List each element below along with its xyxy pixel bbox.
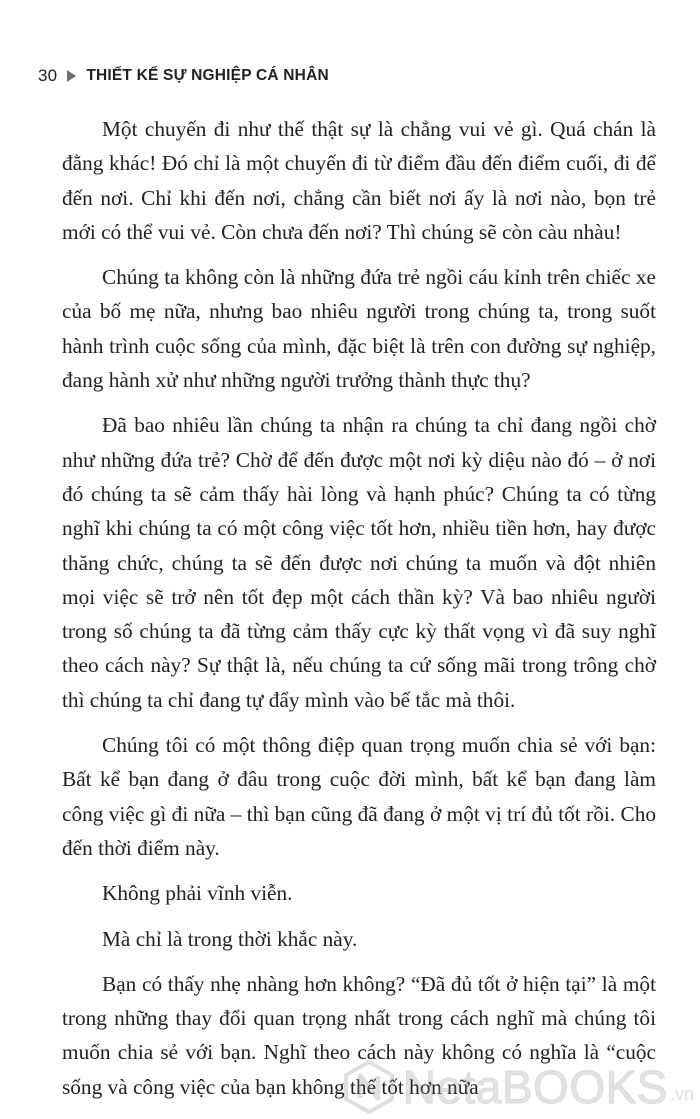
- paragraph-1: Một chuyến đi như thế thật sự là chẳng vui vẻ gì. Quá chán là đằng khác! Đó chỉ là một chuyến đi từ điểm đầu đến điểm cuối, đi để đến nơi. Chỉ khi đến nơi, chẳng cần biết nơi ấy là nơi nào, bọn trẻ mới có thể vui vẻ. Còn chưa đến nơi? Thì chúng sẽ còn càu nhàu!: [62, 117, 656, 244]
- paragraph-6: Mà chỉ là trong thời khắc này.: [102, 926, 358, 951]
- paragraph-2: Chúng ta không còn là những đứa trẻ ngồi cáu kỉnh trên chiếc xe của bố mẹ nữa, nhưng bao nhiêu người trong chúng ta, trong suốt hành trình cuộc sống của mình, đặc biệt là trên con đường sự nghiệp, đang hành xử như những người trưởng thành thực thụ?: [62, 265, 656, 393]
- paragraph-5: Không phải vĩnh viễn.: [102, 881, 293, 906]
- running-header: [38, 62, 329, 90]
- watermark-text: NetaBOOKS: [402, 1061, 668, 1113]
- paragraph-3: Đã bao nhiêu lần chúng ta nhận ra chúng ta chỉ đang ngồi chờ như những đứa trẻ? Chờ để đến được một nơi kỳ diệu nào đó – ở nơi đó chúng ta sẽ cảm thấy hài lòng và hạnh phúc? Chúng ta có từng nghĩ khi chúng ta có một công việc tốt hơn, nhiều tiền hơn, hay được thăng chức, chúng ta sẽ đến được nơi chúng ta muốn và đột nhiên mọi việc sẽ trở nên tốt đẹp một cách thần kỳ? Và bao nhiêu người trong số chúng ta đã từng cảm thấy cực kỳ thất vọng vì đã suy nghĩ theo cách này? Sự thật là, nếu chúng ta cứ sống mãi trong trông chờ thì chúng ta chỉ đang tự đẩy mình vào bế tắc mà thôi.: [62, 413, 656, 712]
- paragraph-4: Chúng tôi có một thông điệp quan trọng muốn chia sẻ với bạn: Bất kể bạn đang ở đâu trong cuộc đời mình, bất kể bạn đang làm công việc gì đi nữa – thì bạn cũng đã đang ở một vị trí đủ tốt rồi. Cho đến thời điểm này.: [62, 733, 656, 860]
- paragraph-7: Bạn có thấy nhẹ nhàng hơn không? “Đã đủ tốt ở hiện tại” là một trong những thay đổi quan trọng nhất trong cách nghĩ mà chúng tôi muốn chia sẻ với bạn. Nghĩ theo cách này không có nghĩa là “cuộc sống và công việc của bạn không thể tốt hơn nữa: [62, 971, 656, 1099]
- page-number: 30: [38, 66, 58, 85]
- watermark-suffix: .vn: [669, 1084, 694, 1104]
- book-title: THIẾT KẾ SỰ NGHIỆP CÁ NHÂN: [86, 67, 329, 84]
- triangle-right-icon: [67, 70, 76, 82]
- body-text: [62, 112, 656, 1115]
